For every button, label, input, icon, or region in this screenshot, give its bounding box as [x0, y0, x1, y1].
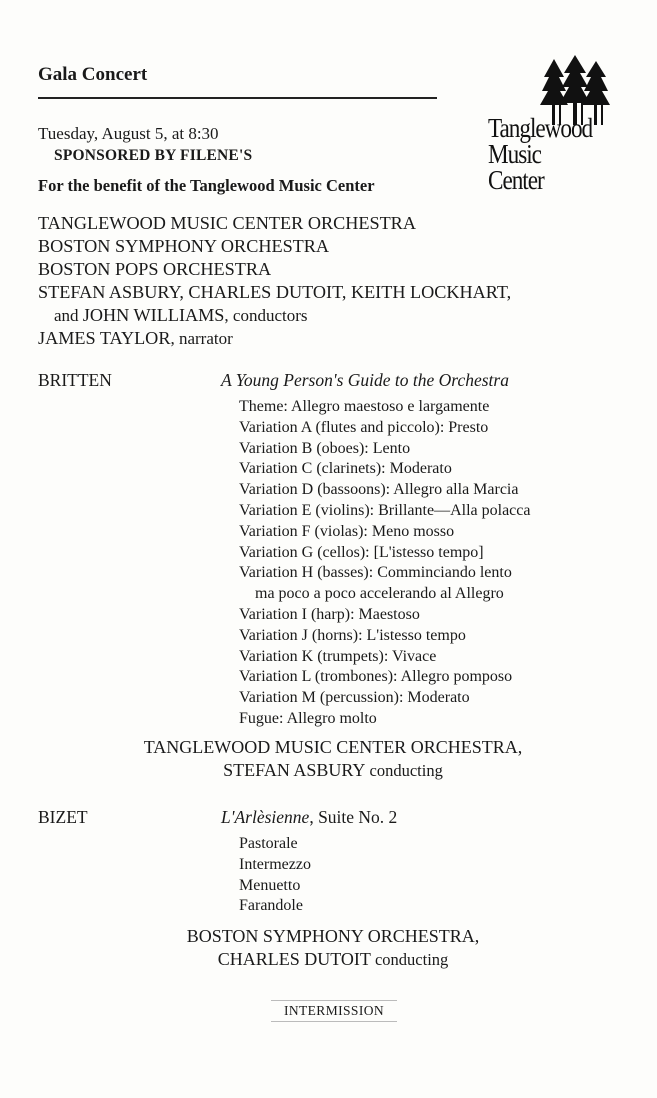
performer-line: TANGLEWOOD MUSIC CENTER ORCHESTRA	[38, 213, 416, 233]
performer-line: BOSTON POPS ORCHESTRA	[38, 259, 272, 279]
credit-conductor: STEFAN ASBURY conducting	[223, 760, 443, 780]
movement-item: Variation M (percussion): Moderato	[239, 689, 470, 707]
performers-list	[38, 212, 511, 350]
work-title: A Young Person's Guide to the Orchestra	[221, 370, 509, 390]
performer-line: BOSTON SYMPHONY ORCHESTRA	[38, 236, 330, 256]
logo-line-3: Center	[488, 165, 544, 195]
movement-item: Intermezzo	[239, 855, 311, 873]
movement-item: Variation K (trumpets): Vivace	[239, 647, 437, 665]
performance-credit	[78, 925, 588, 971]
sponsor-line: SPONSORED BY FILENE'S	[54, 147, 253, 164]
movement-item: Menuetto	[239, 876, 301, 894]
performer-line: and JOHN WILLIAMS, conductors	[54, 305, 308, 325]
movement-item: Fugue: Allegro molto	[239, 709, 377, 727]
movement-item: Variation C (clarinets): Moderato	[239, 460, 452, 478]
title-rule	[38, 97, 437, 99]
logo-line-1: Tanglewood	[488, 113, 593, 143]
performance-credit	[78, 736, 588, 782]
work-title: L'Arlèsienne, Suite No. 2	[221, 807, 398, 827]
movement-list	[239, 834, 311, 917]
movement-item: Variation A (flutes and piccolo): Presto	[239, 418, 489, 436]
composer-britten: BRITTEN	[38, 370, 112, 390]
movement-item: Variation F (violas): Meno mosso	[239, 522, 455, 540]
composer-bizet: BIZET	[38, 807, 88, 827]
credit-ensemble: BOSTON SYMPHONY ORCHESTRA,	[186, 926, 480, 946]
movement-item: Variation J (horns): L'istesso tempo	[239, 626, 466, 644]
benefit-line: For the benefit of the Tanglewood Music Center	[38, 176, 375, 195]
page-title: Gala Concert	[38, 64, 148, 85]
intermission-label: INTERMISSION	[271, 1000, 397, 1022]
movement-item: Variation E (violins): Brillante—Alla polacca	[239, 501, 531, 519]
movement-item: Variation L (trombones): Allegro pomposo	[239, 668, 513, 686]
tanglewood-logo	[484, 55, 624, 200]
movement-item: Variation G (cellos): [L'istesso tempo]	[239, 543, 484, 561]
credit-ensemble: TANGLEWOOD MUSIC CENTER ORCHESTRA,	[143, 737, 523, 757]
concert-date: Tuesday, August 5, at 8:30	[38, 124, 219, 143]
logo-line-2: Music	[488, 139, 541, 169]
movement-list	[239, 397, 530, 730]
movement-item: Variation H (basses): Comminciando lento	[239, 564, 512, 582]
movement-item: Variation I (harp): Maestoso	[239, 605, 420, 623]
performer-line: STEFAN ASBURY, CHARLES DUTOIT, KEITH LOCKHART,	[38, 282, 512, 302]
movement-item: Pastorale	[239, 835, 298, 852]
movement-item: Theme: Allegro maestoso e largamente	[239, 398, 490, 415]
movement-item: Variation D (bassoons): Allegro alla Marcia	[239, 481, 519, 499]
movement-item: ma poco a poco accelerando al Allegro	[255, 585, 504, 603]
credit-conductor: CHARLES DUTOIT conducting	[217, 949, 449, 969]
movement-item: Variation B (oboes): Lento	[239, 439, 411, 457]
movement-item: Farandole	[239, 897, 303, 915]
performer-line: JAMES TAYLOR, narrator	[38, 328, 233, 348]
logo-wordmark	[488, 115, 592, 193]
